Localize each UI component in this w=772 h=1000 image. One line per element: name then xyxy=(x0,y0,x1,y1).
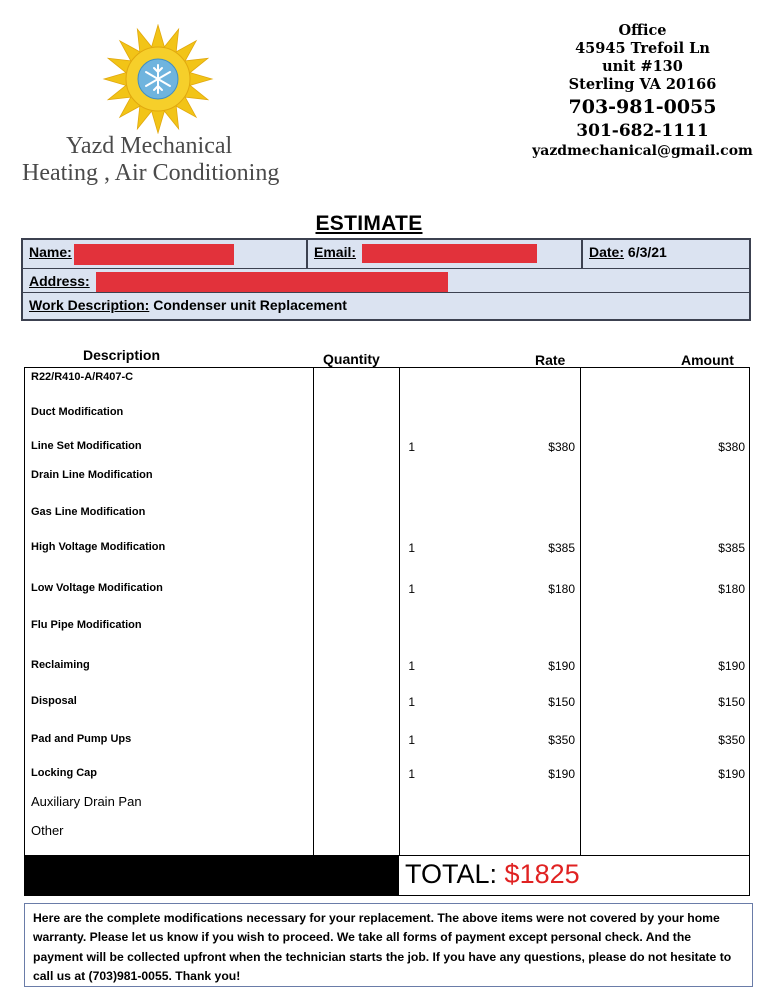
item-rate: $150 xyxy=(548,695,575,709)
item-amount: $180 xyxy=(718,582,745,596)
header-rate: Rate xyxy=(535,352,566,368)
office-street: 45945 Trefoil Ln xyxy=(575,40,710,57)
item-amount: $190 xyxy=(718,767,745,781)
address-label: Address: xyxy=(29,273,90,289)
total-cell xyxy=(399,855,749,896)
total-label: TOTAL: xyxy=(405,859,498,889)
name-field xyxy=(23,240,240,268)
email-label: Email: xyxy=(314,244,357,260)
item-description: Reclaiming xyxy=(31,659,90,671)
sun-snowflake-icon xyxy=(98,24,218,134)
item-rate: $350 xyxy=(548,733,575,747)
item-description: Auxiliary Drain Pan xyxy=(31,794,142,809)
item-description: Flu Pipe Modification xyxy=(31,619,142,631)
item-amount: $190 xyxy=(718,659,745,673)
column-divider xyxy=(313,368,314,855)
item-description: Gas Line Modification xyxy=(31,506,146,518)
header-description: Description xyxy=(83,347,161,363)
item-description: Line Set Modification xyxy=(31,440,142,452)
info-row-name-email-date xyxy=(23,240,749,269)
date-label: Date: xyxy=(589,244,625,260)
email-redaction xyxy=(362,244,537,263)
header-amount: Amount xyxy=(681,352,734,368)
company-logo xyxy=(20,20,295,195)
document-title: ESTIMATE xyxy=(315,212,423,235)
item-quantity: 1 xyxy=(408,695,415,709)
item-rate: $190 xyxy=(548,767,575,781)
item-quantity: 1 xyxy=(408,582,415,596)
item-quantity: 1 xyxy=(408,659,415,673)
item-rate: $380 xyxy=(548,440,575,454)
item-rate: $190 xyxy=(548,659,575,673)
item-description: Pad and Pump Ups xyxy=(31,733,132,745)
office-city: Sterling VA 20166 xyxy=(568,76,717,93)
item-description: Other xyxy=(31,823,64,838)
footer-note: Here are the complete modifications necessary for your replacement. The above items were not covered by your home warranty. Please let us know if you wish to proceed. We take all forms of payment except personal check. And the payment will be collected upfront when the technician starts the job. If you have any questions, please do not hesitate to call us at (703)981-0055. Thank you! xyxy=(24,903,753,987)
item-description: Locking Cap xyxy=(31,767,98,779)
item-amount: $350 xyxy=(718,733,745,747)
info-row-work xyxy=(23,293,749,319)
customer-info-box xyxy=(21,238,751,321)
work-description-label: Work Description: xyxy=(29,297,150,313)
black-bar xyxy=(25,855,399,896)
item-quantity: 1 xyxy=(408,440,415,454)
office-phone-primary: 703-981-0055 xyxy=(568,96,717,118)
office-email: yazdmechanical@gmail.com xyxy=(532,143,753,159)
info-row-address xyxy=(23,269,749,293)
item-description: R22/R410-A/R407-C xyxy=(31,371,134,383)
item-amount: $385 xyxy=(718,541,745,555)
office-unit: unit #130 xyxy=(602,58,683,75)
item-description: Drain Line Modification xyxy=(31,469,153,481)
name-label: Name: xyxy=(29,244,72,260)
work-description-value: Condenser unit Replacement xyxy=(153,297,347,313)
column-divider xyxy=(580,368,581,855)
item-description: Disposal xyxy=(31,695,77,707)
item-quantity: 1 xyxy=(408,733,415,747)
item-amount: $150 xyxy=(718,695,745,709)
address-redaction xyxy=(96,272,448,292)
item-description: Low Voltage Modification xyxy=(31,582,163,594)
office-label: Office xyxy=(618,22,667,39)
item-quantity: 1 xyxy=(408,767,415,781)
email-field xyxy=(308,240,543,268)
date-field xyxy=(583,240,673,268)
work-description-field xyxy=(23,293,353,319)
items-table xyxy=(24,367,750,896)
company-tagline: Heating , Air Conditioning xyxy=(22,160,280,186)
item-description: High Voltage Modification xyxy=(31,541,166,553)
item-quantity: 1 xyxy=(408,541,415,555)
header-quantity: Quantity xyxy=(323,351,380,367)
date-value: 6/3/21 xyxy=(627,244,667,260)
name-redaction xyxy=(74,244,234,265)
item-rate: $385 xyxy=(548,541,575,555)
address-field xyxy=(23,269,454,292)
office-contact xyxy=(520,22,765,161)
item-amount: $380 xyxy=(718,440,745,454)
item-rate: $180 xyxy=(548,582,575,596)
item-description: Duct Modification xyxy=(31,406,124,418)
total-value: $1825 xyxy=(504,859,580,889)
office-phone-secondary: 301-682-1111 xyxy=(576,121,709,141)
company-name: Yazd Mechanical xyxy=(66,133,233,159)
